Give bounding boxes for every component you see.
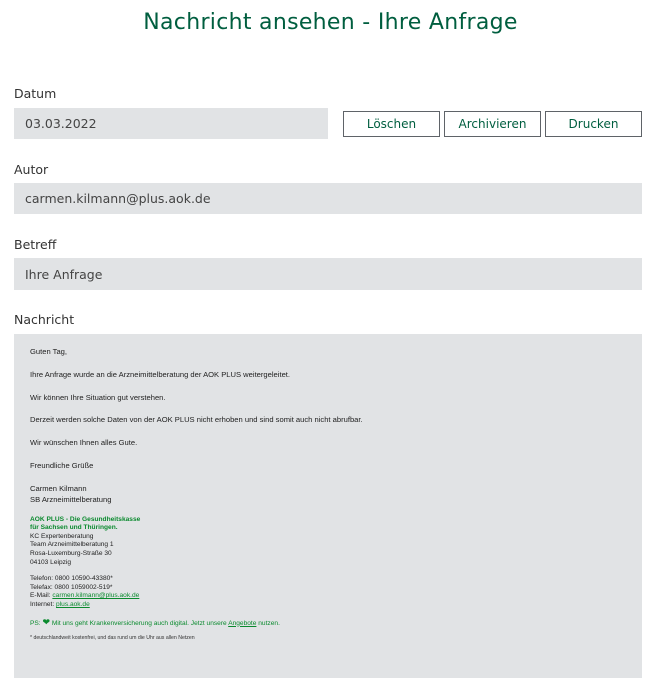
ps-suffix: nutzen.	[258, 619, 280, 627]
web-link[interactable]: plus.aok.de	[56, 600, 90, 608]
message-line: Ihre Anfrage wurde an die Arzneimittelberatung der AOK PLUS weitergeleitet.	[30, 369, 291, 379]
email-line	[30, 592, 626, 601]
betreff-field: Ihre Anfrage	[14, 258, 642, 290]
phone-line: Telefon: 0800 10590-43380*	[30, 575, 113, 583]
address-line: Rosa-Luxemburg-Straße 30	[30, 549, 112, 557]
org-name: AOK PLUS - Die Gesundheitskasse	[30, 515, 141, 523]
heart-icon: ❤	[42, 616, 51, 627]
web-line	[30, 601, 626, 610]
ps-prefix: PS:	[30, 619, 41, 627]
message-line: Wir können Ihre Situation gut verstehen.	[30, 392, 166, 402]
sender-name: Carmen Kilmann	[30, 483, 87, 493]
signature-block	[30, 516, 626, 610]
footnote: * deutschlandweit kostenfrei, und das rund um die Uhr aus allen Netzen	[30, 634, 195, 641]
address-line: KC Expertenberatung	[30, 532, 94, 540]
betreff-label: Betreff	[14, 237, 57, 252]
datum-label: Datum	[14, 86, 57, 101]
ps-line	[30, 618, 626, 628]
sender-role: SB Arzneimittelberatung	[30, 495, 112, 505]
autor-label: Autor	[14, 162, 49, 177]
address-line: Team Arzneimittelberatung 1	[30, 541, 114, 549]
delete-button[interactable]: Löschen	[343, 111, 440, 137]
message-greeting: Guten Tag,	[30, 347, 68, 356]
address-line: 04103 Leipzig	[30, 558, 72, 566]
message-closing: Freundliche Grüße	[30, 460, 94, 470]
message-line: Derzeit werden solche Daten von der AOK PLUS nicht erhoben und sind somit auch nicht abrufbar.	[30, 415, 363, 425]
autor-field: carmen.kilmann@plus.aok.de	[14, 183, 642, 214]
archive-button[interactable]: Archivieren	[444, 111, 541, 137]
message-body	[14, 334, 642, 678]
datum-field: 03.03.2022	[14, 108, 328, 139]
print-button[interactable]: Drucken	[545, 111, 642, 137]
web-prefix: Internet:	[30, 600, 57, 608]
message-line: Wir wünschen Ihnen alles Gute.	[30, 438, 138, 448]
email-link[interactable]: carmen.kilmann@plus.aok.de	[52, 592, 140, 600]
offers-link[interactable]: Angebote	[228, 619, 257, 627]
org-region: für Sachsen und Thüringen.	[30, 524, 118, 532]
page-title: Nachricht ansehen - Ihre Anfrage	[143, 10, 518, 35]
fax-line: Telefax: 0800 1059002-519*	[30, 583, 113, 591]
nachricht-label: Nachricht	[14, 312, 75, 327]
ps-text: Mit uns geht Krankenversicherung auch digital. Jetzt unsere	[51, 619, 227, 627]
email-prefix: E-Mail:	[30, 592, 53, 600]
